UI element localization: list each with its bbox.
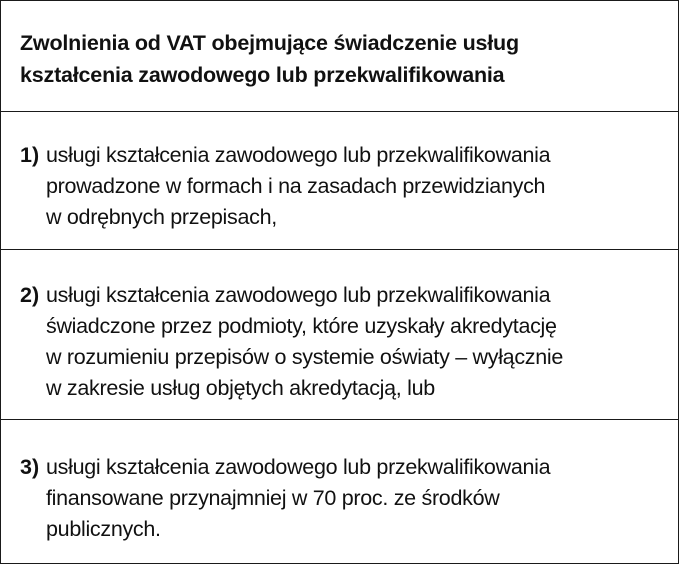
table-row: [1, 111, 678, 249]
item-text-line: usługi kształcenia zawodowego lub przekwalifikowania: [46, 455, 551, 479]
item-text: [20, 280, 660, 404]
item-text-line: finansowane przynajmniej w 70 proc. ze środków: [46, 486, 500, 510]
item-text-line: prowadzone w formach i na zasadach przewidzianych: [46, 174, 546, 198]
table-row: [1, 419, 678, 565]
table-row: [1, 249, 678, 419]
item-text-line: w zakresie usług objętych akredytacją, lub: [46, 376, 435, 400]
item-text-line: w rozumieniu przepisów o systemie oświaty – wyłącznie: [46, 345, 564, 369]
table-title: [20, 27, 640, 91]
table-title-line-1: Zwolnienia od VAT obejmujące świadczenie usług: [20, 31, 519, 55]
item-text-line: w odrębnych przepisach,: [46, 205, 277, 229]
table-title-line-2: kształcenia zawodowego lub przekwalifikowania: [20, 63, 505, 87]
item-number: 1): [20, 143, 40, 167]
item-text-line: świadczone przez podmioty, które uzyskały akredytację: [46, 314, 557, 338]
item-text-line: usługi kształcenia zawodowego lub przekwalifikowania: [46, 283, 551, 307]
table-header: [1, 1, 678, 111]
item-number: 3): [20, 455, 40, 479]
item-text: [20, 452, 660, 545]
item-text: [20, 140, 660, 233]
item-number: 2): [20, 283, 40, 307]
item-text-line: publicznych.: [46, 517, 161, 541]
item-text-line: usługi kształcenia zawodowego lub przekwalifikowania: [46, 143, 551, 167]
